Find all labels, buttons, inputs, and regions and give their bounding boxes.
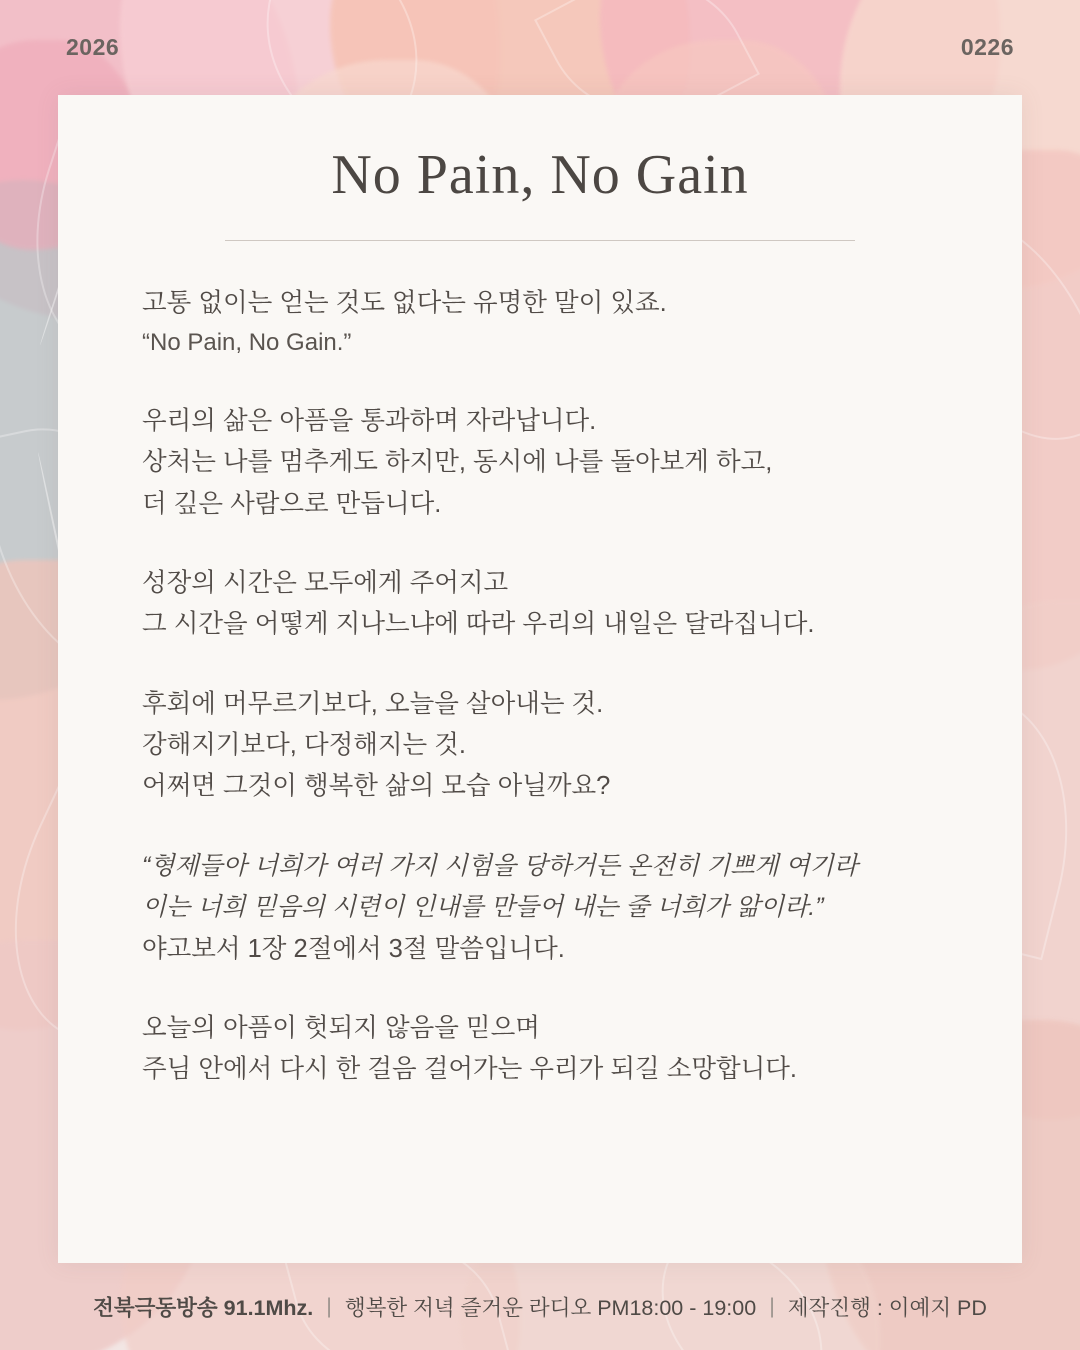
page-title: No Pain, No Gain: [331, 144, 749, 206]
footer-credit: 제작진행 : 이예지 PD: [787, 1296, 987, 1320]
paragraph: [142, 684, 938, 808]
year-label: 2026: [66, 34, 120, 60]
paragraph-line: 그 시간을 어떻게 지나느냐에 따라 우리의 내일은 달라집니다.: [142, 610, 815, 639]
footer-station: 전북극동방송 91.1Mhz.: [93, 1296, 314, 1320]
paragraph: [142, 929, 938, 970]
paragraph-line: 상처는 나를 멈추게도 하지만, 동시에 나를 돌아보게 하고,: [142, 448, 773, 477]
paragraph-line: 성장의 시간은 모두에게 주어지고: [142, 569, 509, 598]
paragraph-line: 우리의 삶은 아픔을 통과하며 자라납니다.: [142, 407, 597, 436]
paragraph-line: 강해지기보다, 다정해지는 것.: [142, 730, 466, 759]
footer-separator-1: |: [326, 1294, 332, 1318]
paragraph-line: 주님 안에서 다시 한 걸음 걸어가는 우리가 되길 소망합니다.: [142, 1055, 797, 1084]
paragraph-line: 오늘의 아픔이 헛되지 않음을 믿으며: [142, 1013, 540, 1042]
paragraph: [142, 283, 938, 324]
paragraph-line: 이는 너희 믿음의 시련이 인내를 만들어 내는 줄 너희가 앎이라.”: [142, 893, 824, 922]
paragraph-line: 더 깊은 사람으로 만듭니다.: [142, 489, 442, 518]
paragraph-line: 후회에 머무르기보다, 오늘을 살아내는 것.: [142, 689, 604, 718]
paragraph: [142, 401, 938, 525]
body-text: [58, 241, 1022, 1090]
content-card: [58, 95, 1022, 1263]
paragraph: [142, 846, 938, 929]
paragraph-line: 야고보서 1장 2절에서 3절 말씀입니다.: [142, 934, 565, 963]
footer-separator-2: |: [769, 1294, 775, 1318]
paragraph: [142, 1008, 938, 1091]
date-label: 0226: [960, 34, 1014, 60]
paragraph-line: “형제들아 너희가 여러 가지 시험을 당하거든 온전히 기쁘게 여기라: [142, 851, 858, 880]
paragraph-line: “No Pain, No Gain.”: [142, 329, 352, 357]
paragraph: [142, 563, 938, 646]
paragraph-line: 어쩌면 그것이 행복한 삶의 모습 아닐까요?: [142, 772, 611, 801]
footer-bar: [0, 1291, 1080, 1322]
paragraph: [142, 324, 938, 363]
paragraph-line: 고통 없이는 얻는 것도 없다는 유명한 말이 있죠.: [142, 289, 667, 317]
footer-program: 행복한 저녁 즐거운 라디오 PM18:00 - 19:00: [344, 1296, 757, 1320]
